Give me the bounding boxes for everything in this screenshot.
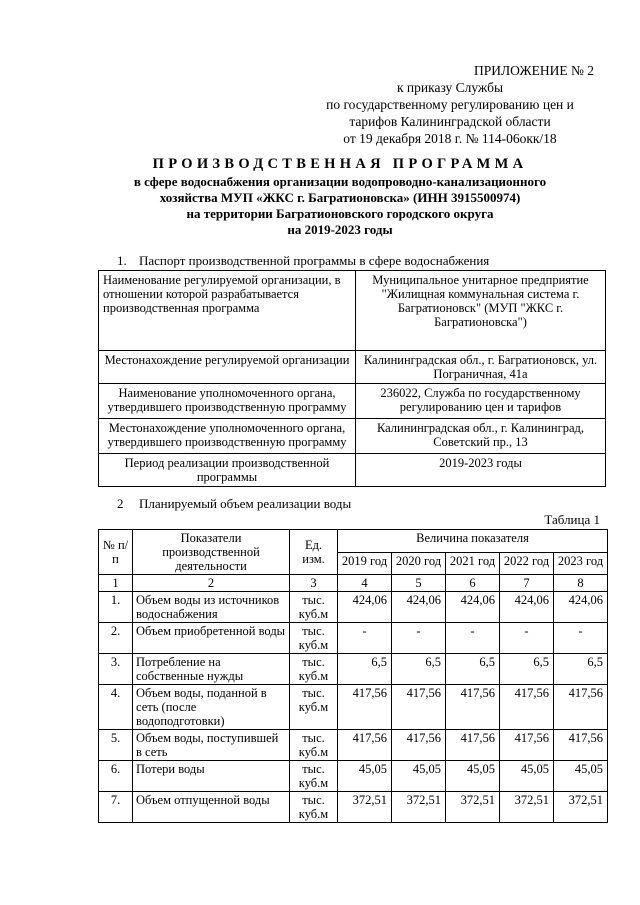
table-row [99,454,606,487]
column-number: 2 [133,575,290,592]
appendix-line: тарифов Калининградской области [349,114,551,129]
row-indicator: Объем отпущенной воды [133,792,290,823]
table-row [99,351,606,384]
column-number: 3 [290,575,338,592]
column-number: 5 [392,575,446,592]
passport-value: Калининградская обл., г. Калининград, Советский пр., 13 [356,419,606,454]
row-unit: тыс. куб.м [290,730,338,761]
row-number: 7. [99,792,133,823]
row-value: 417,56 [338,685,392,730]
column-number: 1 [99,575,133,592]
table-row [99,592,608,623]
passport-value: Муниципальное унитарное предприятие "Жилищная коммунальная система г. Багратионовск" (МУП "ЖКС г. Багратионовска") [356,271,606,351]
column-number: 4 [338,575,392,592]
table-row [99,685,608,730]
row-number: 3. [99,654,133,685]
row-value: - [500,623,554,654]
row-value: 417,56 [554,730,608,761]
row-value: - [392,623,446,654]
row-value: 424,06 [338,592,392,623]
row-value: 372,51 [392,792,446,823]
row-indicator: Объем воды, поданной в сеть (после водоподготовки) [133,685,290,730]
row-value: 6,5 [338,654,392,685]
table-header-row [99,530,608,553]
row-value: 424,06 [554,592,608,623]
row-number: 1. [99,592,133,623]
row-unit: тыс. куб.м [290,592,338,623]
passport-table [98,270,606,487]
row-value: 6,5 [554,654,608,685]
row-value: 45,05 [446,761,500,792]
table-row [99,623,608,654]
table-row [99,271,606,351]
title-line: на 2019-2023 годы [287,222,393,237]
passport-label: Наименование уполномоченного органа, утвердившего производственную программу [99,384,356,419]
passport-label: Местонахождение уполномоченного органа, утвердившего производственную программу [99,419,356,454]
table-row [99,730,608,761]
row-indicator: Объем воды, поступившей в сеть [133,730,290,761]
table-row [99,761,608,792]
row-value: 417,56 [392,730,446,761]
appendix-line: к приказу Службы [396,80,504,95]
passport-value: 236022, Служба по государственному регулированию цен и тарифов [356,384,606,419]
section-number: 1. [117,253,127,268]
table-row [99,792,608,823]
row-value: 424,06 [500,592,554,623]
header-year: 2023 год [554,552,608,575]
header-indicator: Показатели производственной деятельности [133,530,290,575]
passport-label: Местонахождение регулируемой организации [99,351,356,384]
header-year: 2019 год [338,552,392,575]
row-value: - [338,623,392,654]
row-value: 45,05 [500,761,554,792]
title-line: хозяйства МУП «ЖКС г. Багратионовска» (ИНН 3915500974) [159,190,521,205]
header-unit: Ед. изм. [290,530,338,575]
passport-value: 2019-2023 годы [356,454,606,487]
row-indicator: Потери воды [133,761,290,792]
row-unit: тыс. куб.м [290,761,338,792]
row-value: 6,5 [446,654,500,685]
row-value: - [554,623,608,654]
title-line: в сфере водоснабжения организации водопроводно-канализационного [133,174,547,189]
row-value: 417,56 [500,730,554,761]
passport-value: Калининградская обл., г. Багратионовск, ул. Пограничная, 41а [356,351,606,384]
row-value: 417,56 [338,730,392,761]
passport-label: Наименование регулируемой организации, в отношении которой разрабатывается производственная программа [99,271,356,351]
column-number: 6 [446,575,500,592]
row-unit: тыс. куб.м [290,654,338,685]
row-value: 6,5 [392,654,446,685]
row-value: 45,05 [554,761,608,792]
title-main: ПРОИЗВОДСТВЕННАЯ ПРОГРАММА [152,156,528,172]
table-row [99,419,606,454]
title-line: на территории Багратионовского городского округа [186,206,494,221]
row-value: 372,51 [338,792,392,823]
appendix-date: от 19 декабря 2018 г. № 114-06окк/18 [343,131,557,146]
appendix-number: ПРИЛОЖЕНИЕ № 2 [473,63,594,78]
header-value-group: Величина показателя [338,530,608,553]
passport-label: Период реализации производственной программы [99,454,356,487]
appendix-header [300,62,600,147]
row-indicator: Потребление на собственные нужды [133,654,290,685]
row-indicator: Объем приобретенной воды [133,623,290,654]
section-1-heading [117,253,489,269]
row-value: 417,56 [554,685,608,730]
column-number: 7 [500,575,554,592]
row-unit: тыс. куб.м [290,792,338,823]
row-value: 424,06 [446,592,500,623]
header-num: № п/п [99,530,133,575]
row-value: 372,51 [446,792,500,823]
row-value: 417,56 [446,730,500,761]
row-number: 2. [99,623,133,654]
row-unit: тыс. куб.м [290,623,338,654]
row-number: 6. [99,761,133,792]
table-row [99,654,608,685]
row-value: 372,51 [554,792,608,823]
row-number: 5. [99,730,133,761]
volume-table [98,529,608,823]
row-indicator: Объем воды из источников водоснабжения [133,592,290,623]
row-value: 6,5 [500,654,554,685]
table-caption: Таблица 1 [544,512,600,527]
row-value: 417,56 [500,685,554,730]
section-title: Планируемый объем реализации воды [139,496,352,511]
section-number: 2 [117,496,124,511]
row-number: 4. [99,685,133,730]
document-title [60,156,620,238]
row-value: 45,05 [338,761,392,792]
row-value: 417,56 [446,685,500,730]
section-title: Паспорт производственной программы в сфере водоснабжения [139,253,490,268]
row-unit: тыс. куб.м [290,685,338,730]
row-value: 372,51 [500,792,554,823]
row-value: 45,05 [392,761,446,792]
column-numbers-row [99,575,608,592]
header-year: 2020 год [392,552,446,575]
volume-table-body [99,592,608,823]
row-value: 417,56 [392,685,446,730]
section-2-heading [117,496,351,512]
header-year: 2022 год [500,552,554,575]
column-number: 8 [554,575,608,592]
row-value: - [446,623,500,654]
row-value: 424,06 [392,592,446,623]
header-year: 2021 год [446,552,500,575]
appendix-line: по государственному регулированию цен и [326,97,574,112]
table-row [99,384,606,419]
